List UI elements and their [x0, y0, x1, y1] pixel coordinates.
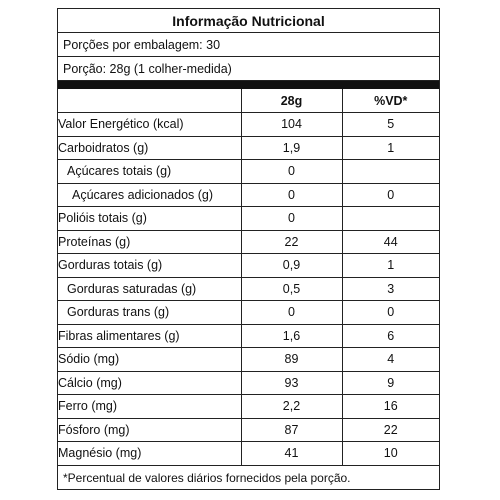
table-row: [58, 301, 439, 325]
nutrient-daily-value: 16: [342, 395, 439, 419]
table-row: [58, 230, 439, 254]
nutrient-name: Gorduras totais (g): [58, 254, 241, 278]
nutrient-amount: 0: [241, 183, 342, 207]
nutrient-name: Sódio (mg): [58, 348, 241, 372]
nutrient-daily-value: [342, 207, 439, 231]
table-row: [58, 113, 439, 137]
nutrient-amount: 0: [241, 160, 342, 184]
nutrient-daily-value: 1: [342, 254, 439, 278]
nutrient-name: Proteínas (g): [58, 230, 241, 254]
nutrient-name: Magnésio (mg): [58, 442, 241, 466]
nutrition-facts-panel: [57, 8, 440, 490]
nutrient-amount: 0: [241, 207, 342, 231]
nutrient-daily-value: 1: [342, 136, 439, 160]
table-row: [58, 418, 439, 442]
nutrient-daily-value: 3: [342, 277, 439, 301]
nutrient-daily-value: 0: [342, 183, 439, 207]
panel-title: Informação Nutricional: [58, 9, 439, 33]
amount-column-header: 28g: [241, 89, 342, 113]
nutrient-name: Açúcares totais (g): [58, 160, 241, 184]
nutrient-daily-value: 10: [342, 442, 439, 466]
nutrient-amount: 2,2: [241, 395, 342, 419]
nutrient-daily-value: [342, 160, 439, 184]
table-row: [58, 348, 439, 372]
table-row: [58, 277, 439, 301]
table-row: [58, 183, 439, 207]
nutrient-amount: 0,5: [241, 277, 342, 301]
nutrient-name: Ferro (mg): [58, 395, 241, 419]
table-row: [58, 207, 439, 231]
header-divider-bar: [58, 81, 439, 89]
nutrient-daily-value: 9: [342, 371, 439, 395]
nutrient-daily-value: 0: [342, 301, 439, 325]
table-row: [58, 136, 439, 160]
footnote: *Percentual de valores diários fornecidos pela porção.: [63, 470, 351, 485]
nutrient-name: Açúcares adicionados (g): [58, 183, 241, 207]
nutrient-amount: 0: [241, 301, 342, 325]
table-row: [58, 160, 439, 184]
nutrient-amount: 87: [241, 418, 342, 442]
nutrient-amount: 41: [241, 442, 342, 466]
nutrition-table: [58, 89, 439, 466]
dv-column-header: %VD*: [342, 89, 439, 113]
nutrient-amount: 22: [241, 230, 342, 254]
nutrient-amount: 104: [241, 113, 342, 137]
nutrient-daily-value: 5: [342, 113, 439, 137]
portions-per-package: Porções por embalagem: 30: [58, 33, 439, 57]
nutrient-amount: 1,6: [241, 324, 342, 348]
table-header-row: [58, 89, 439, 113]
nutrient-name: Polióis totais (g): [58, 207, 241, 231]
nutrient-name: Carboidratos (g): [58, 136, 241, 160]
table-row: [58, 395, 439, 419]
table-row: [58, 442, 439, 466]
nutrient-daily-value: 6: [342, 324, 439, 348]
nutrient-daily-value: 22: [342, 418, 439, 442]
nutrient-amount: 1,9: [241, 136, 342, 160]
nutrient-name: Fibras alimentares (g): [58, 324, 241, 348]
nutrient-amount: 89: [241, 348, 342, 372]
table-row: [58, 254, 439, 278]
nutrient-daily-value: 44: [342, 230, 439, 254]
portion-size: Porção: 28g (1 colher-medida): [58, 57, 439, 81]
nutrient-name: Cálcio (mg): [58, 371, 241, 395]
nutrient-amount: 93: [241, 371, 342, 395]
nutrient-name: Gorduras trans (g): [58, 301, 241, 325]
table-row: [58, 324, 439, 348]
nutrient-amount: 0,9: [241, 254, 342, 278]
table-row: [58, 371, 439, 395]
nutrient-daily-value: 4: [342, 348, 439, 372]
nutrient-name: Valor Energético (kcal): [58, 113, 241, 137]
nutrient-column-header: [58, 89, 241, 113]
nutrient-name: Fósforo (mg): [58, 418, 241, 442]
nutrient-name: Gorduras saturadas (g): [58, 277, 241, 301]
